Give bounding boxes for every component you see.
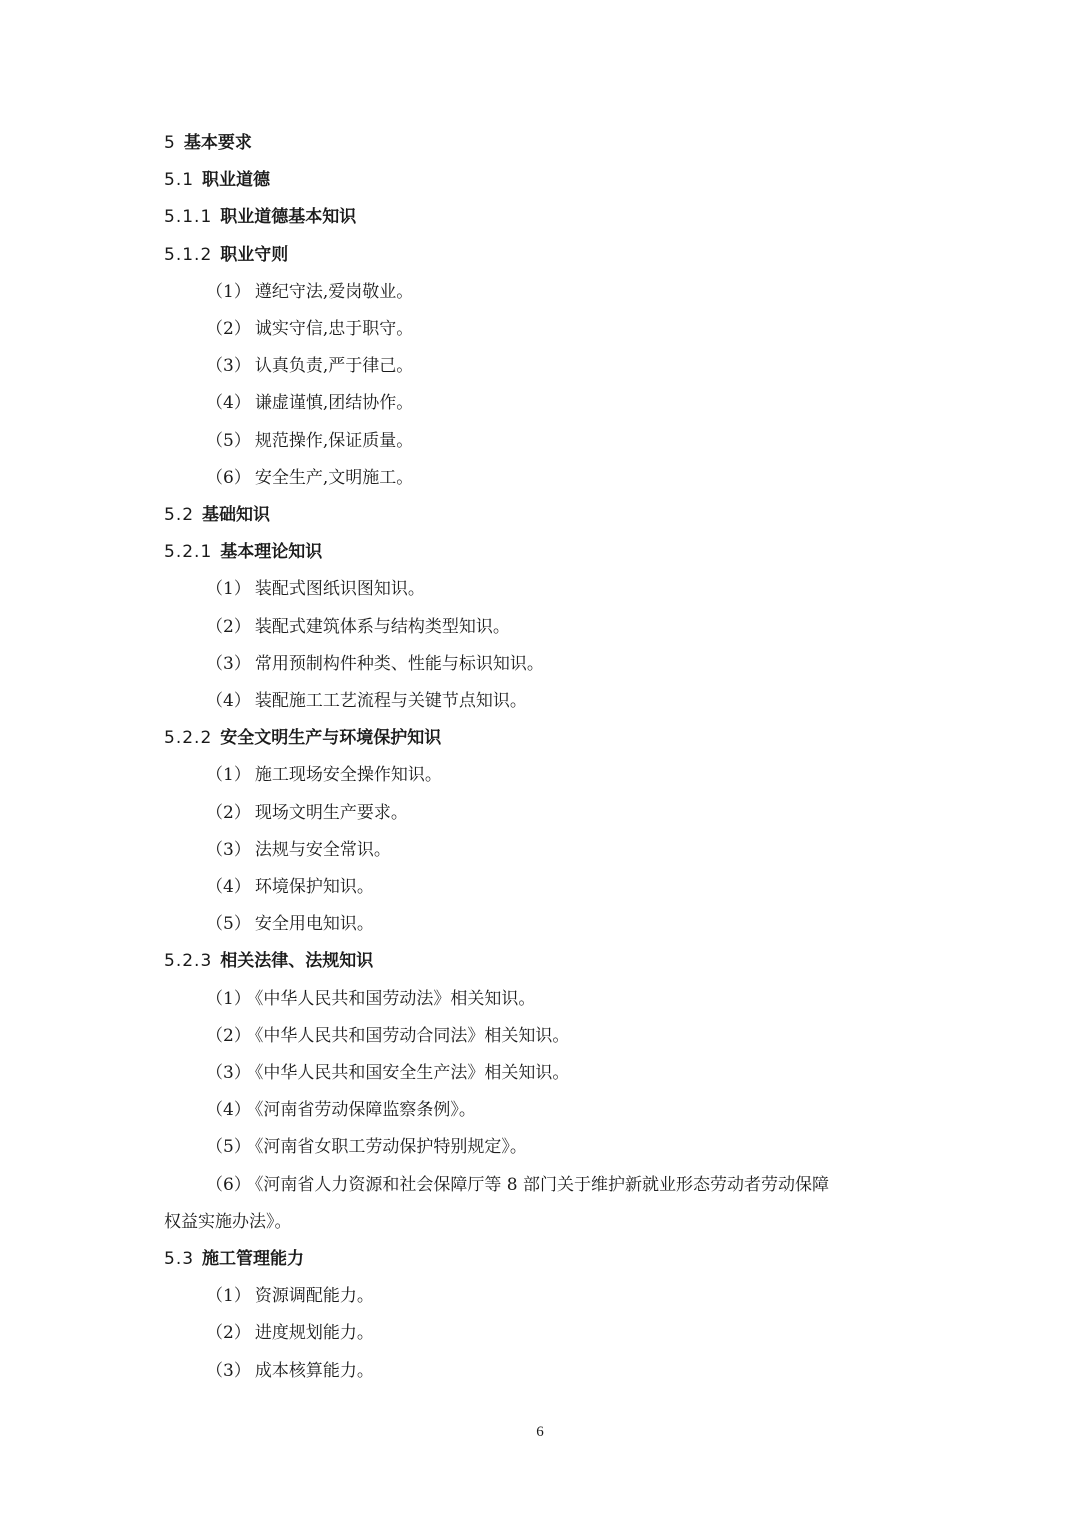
item-text: 《河南省女职工劳动保护特别规定》。: [254, 1137, 527, 1158]
item-number: （3）: [206, 1063, 251, 1083]
section-heading: [164, 132, 252, 154]
item-text: 《中华人民共和国劳动法》相关知识。: [254, 988, 536, 1009]
section-number: 5.1.1: [164, 207, 213, 228]
item-text: 《河南省劳动保障监察条例》。: [254, 1100, 476, 1121]
section-title: 职业道德基本知识: [220, 207, 357, 228]
item-text: 环境保护知识。: [254, 877, 374, 897]
item-number: （6）: [206, 467, 251, 488]
list-item: [206, 690, 527, 712]
list-item: [206, 281, 413, 303]
item-text: 装配式图纸识图知识。: [254, 579, 425, 600]
list-item: [206, 876, 374, 898]
item-text: 装配施工工艺流程与关键节点知识。: [254, 691, 527, 711]
item-number: （2）: [206, 1025, 251, 1046]
item-text: 认真负责,严于律己。: [254, 356, 414, 377]
item-number: （1）: [206, 988, 251, 1009]
section-number: 5.2: [164, 505, 195, 525]
item-text: 谦虚谨慎,团结协作。: [254, 393, 414, 414]
item-text: 法规与安全常识。: [254, 839, 391, 860]
item-text: 《中华人民共和国劳动合同法》相关知识。: [254, 1025, 570, 1046]
list-item: [206, 1099, 476, 1121]
section-title: 基本要求: [183, 133, 252, 153]
section-number: 5.1.2: [164, 244, 213, 265]
section-number: 5.2.1: [164, 542, 213, 563]
list-item: [206, 1174, 829, 1196]
item-number: （2）: [206, 1323, 251, 1344]
section-heading: [164, 727, 441, 749]
list-item: [206, 1322, 374, 1344]
section-title: 职业守则: [220, 244, 289, 265]
item-number: （4）: [206, 691, 251, 711]
list-item: [206, 1360, 374, 1382]
item-number: （1）: [206, 1286, 251, 1307]
list-item: [206, 392, 413, 414]
list-item: [206, 913, 374, 935]
list-item: [206, 318, 413, 340]
item-text: 权益实施办法》。: [164, 1211, 292, 1232]
item-number: （5）: [206, 1137, 251, 1158]
list-item: [206, 430, 413, 452]
item-text: 施工现场安全操作知识。: [254, 765, 442, 786]
item-number: （2）: [206, 319, 251, 339]
section-title: 相关法律、法规知识: [220, 951, 374, 972]
item-text: 《河南省人力资源和社会保障厅等 8 部门关于维护新就业形态劳动者劳动保障: [254, 1174, 829, 1195]
item-number: （5）: [206, 430, 251, 451]
section-number: 5.2.2: [164, 728, 213, 749]
item-number: （3）: [206, 356, 251, 377]
item-number: （3）: [206, 839, 251, 860]
item-number: （1）: [206, 765, 251, 786]
list-item: [206, 1285, 374, 1307]
item-text: 常用预制构件种类、性能与标识知识。: [254, 653, 544, 674]
list-item: [206, 1062, 569, 1084]
item-number: （4）: [206, 877, 251, 897]
section-heading: [164, 169, 270, 191]
item-text: 规范操作,保证质量。: [254, 430, 414, 451]
section-heading: [164, 1248, 304, 1270]
item-number: （1）: [206, 281, 251, 302]
item-text: 进度规划能力。: [254, 1323, 374, 1344]
list-item: [206, 1136, 527, 1158]
item-text: 资源调配能力。: [254, 1286, 374, 1307]
item-text: 诚实守信,忠于职守。: [254, 319, 414, 339]
list-item: [206, 616, 510, 638]
section-title: 基础知识: [202, 505, 271, 525]
item-number: （2）: [206, 616, 251, 637]
item-number: （4）: [206, 1100, 251, 1121]
section-title: 安全文明生产与环境保护知识: [220, 728, 442, 749]
section-heading: [164, 541, 322, 563]
item-number: （3）: [206, 653, 251, 674]
item-text: 成本核算能力。: [254, 1360, 374, 1381]
list-item: [206, 988, 535, 1010]
list-item: [206, 467, 413, 489]
item-text: 现场文明生产要求。: [254, 802, 408, 823]
list-item: [206, 1025, 569, 1047]
list-item: [206, 764, 442, 786]
section-number: 5.1: [164, 170, 195, 191]
section-title: 施工管理能力: [202, 1249, 305, 1269]
list-item: [206, 802, 408, 824]
list-item: [206, 578, 425, 600]
item-number: （6）: [206, 1174, 251, 1195]
item-text: 装配式建筑体系与结构类型知识。: [254, 616, 510, 637]
item-number: （1）: [206, 579, 251, 600]
section-heading: [164, 950, 373, 972]
item-number: （5）: [206, 914, 251, 935]
item-number: （3）: [206, 1360, 251, 1381]
list-item: [206, 355, 413, 377]
item-number: （2）: [206, 802, 251, 823]
item-text: 安全用电知识。: [254, 914, 374, 935]
section-heading: [164, 504, 270, 526]
section-title: 基本理论知识: [220, 542, 323, 563]
section-number: 5: [164, 133, 176, 153]
list-item: [206, 839, 391, 861]
list-item: [206, 653, 544, 675]
section-heading: [164, 244, 288, 266]
section-number: 5.3: [164, 1249, 195, 1269]
item-text: 遵纪守法,爱岗敬业。: [254, 281, 414, 302]
item-number: （4）: [206, 393, 251, 414]
page-number: 6: [536, 1424, 544, 1440]
section-number: 5.2.3: [164, 951, 213, 972]
item-text: 《中华人民共和国安全生产法》相关知识。: [254, 1063, 570, 1083]
section-title: 职业道德: [202, 170, 271, 191]
list-item-continuation: [164, 1211, 292, 1233]
item-text: 安全生产,文明施工。: [254, 467, 414, 488]
section-heading: [164, 206, 356, 228]
